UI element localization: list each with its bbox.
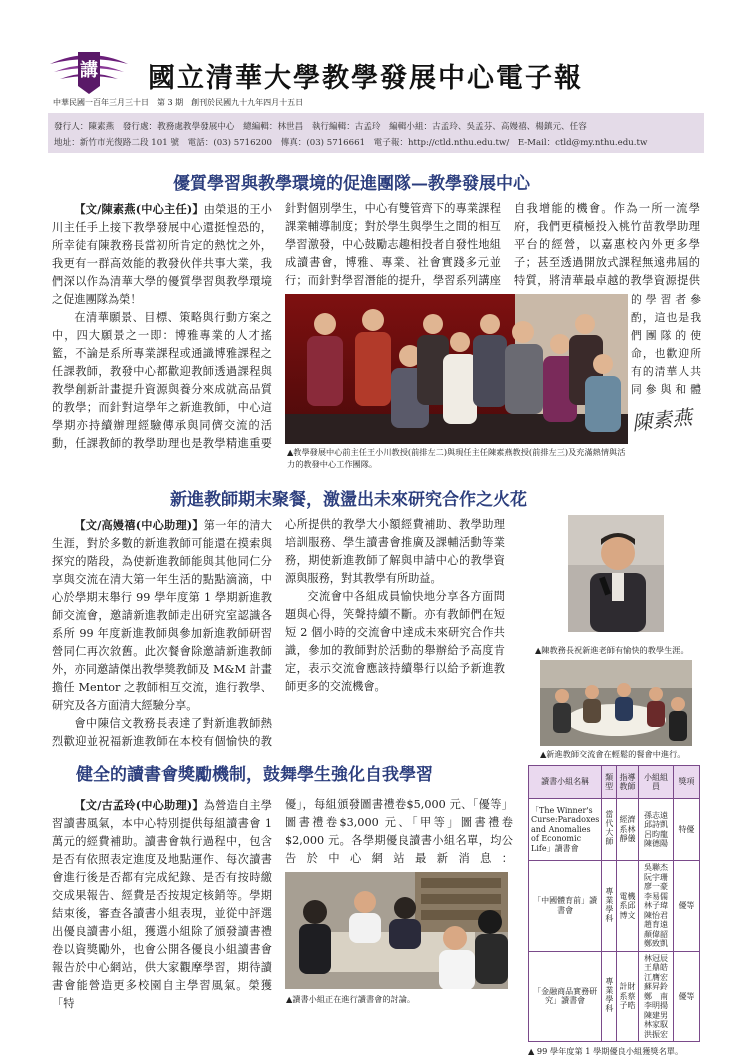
staff-line: 發行人：陳素燕 發行處：教務處教學發展中心 總編輯：林世昌 執行編輯：古孟玲 編輯小組：古孟玲、吳孟芬、高嫚禧、楊鎮元、任容 [54, 122, 587, 132]
award-table-caption: ▲ 99 學年度第 1 學期優良小組獲獎名單。 [528, 1046, 684, 1056]
table-header-row [529, 766, 700, 799]
article2-col1 [52, 516, 272, 748]
table-header: 讀書小組名稱 [529, 766, 602, 799]
table-header: 類型 [602, 766, 617, 799]
director-signature: 陳素燕 [631, 404, 694, 436]
teacher-cell: 計財系蔡子晧 [616, 951, 638, 1042]
article1-para: 自我增能的機會。作為一所一流學府，我們更積極投入桃竹苗教學助理平台的經營，以嘉惠校內外更多學子；甚至透過開放式課程無遠弗屆的特質，將清華最卓越的教學資源提供 [514, 202, 700, 287]
article1-para: 在清華願景、目標、策略與行動方案之中，四大願景之一即：博雅專業的人才搖籃，不論是系所專業課程或通識博雅課程之任課教師，教發中心都歡迎教師透過課程與教學創新計畫提升資源與養分來成就高品質的教學；而針對這學年之新進教師，中心這學期亦持續辦理經驗傳承與同儕交流的活動，任課教師的教學助理也是教學精進重要 [52, 311, 272, 450]
award-cell: 優等 [673, 951, 699, 1042]
members-cell: 林冠辰 王鼎皓 江膺宏 蘇昇鈴 鄭 南 李明揚 陳建男 林家馭 洪振宏 [639, 951, 674, 1042]
team-photo [285, 294, 628, 444]
dean-photo [568, 515, 664, 632]
article1-col2 [285, 200, 501, 290]
issue-line: 中華民國一百年三月三十日 第 3 期 創刊於民國九十九年四月十五日 [53, 98, 304, 107]
teacher-cell: 電機系邱博文 [616, 861, 638, 952]
staff-bar [48, 113, 704, 153]
article3-para: 優」，每組頒發圖書禮卷$5,000 元、「優等」圖書禮卷$3,000 元、「甲等」圖書禮卷$2,000 元。各學期優良讀書小組名單，均公告於中心網站最新消息： [285, 798, 513, 865]
teacher-cell: 經濟系林靜儀 [616, 799, 638, 861]
members-cell: 吳聯杰 阮宇珊 廖一豪 李易儒 林子瑋 陳怡君 趙育遠 顏偉韶 鄭致凱 [639, 861, 674, 952]
dinner-photo [540, 660, 692, 746]
article1-headline: 優質學習與教學環境的促進團隊—教學發展中心 [173, 174, 530, 194]
award-cell: 特優 [673, 799, 699, 861]
table-row [529, 951, 700, 1042]
award-cell: 優等 [673, 861, 699, 952]
article2-para: 心所提供的教學大小額經費補助、教學助理培訓服務、學生讀書會推廣及課輔活動等業務，期使新進教師了解與申請中心的教學資源與服務，對其教學有所助益。 [285, 518, 505, 585]
members-cell: 孫志遠 邱詩凱 呂昀龍 陳德陽 [639, 799, 674, 861]
article3-col2 [285, 796, 513, 868]
article1-para: 針對個別學生，中心有雙管齊下的專業課程課業輔導制度；對於學生與學生之間的相互學習激發，中心鼓勵志趣相投者自發性地組成讀書會，博雅、專業、社會實踐多元並行；而針對學習潛能的提升，學習系列講座 [285, 202, 501, 287]
article2-byline: 【文/高嫚禧(中心助理)】 [74, 518, 204, 532]
article1-col3 [514, 200, 700, 290]
masthead-title: 國立清華大學教學發展中心電子報 [148, 63, 583, 94]
contact-line: 地址：新竹市光復路二段 101 號 電話：(03) 5716200 傳真：(03) 5716661 電子報：http://ctld.nthu.edu.tw/ E-Mail：ctld@my.nthu.edu.tw [54, 138, 648, 148]
article2-para: 交流會中各組成員愉快地分享各方面問題與心得，笑聲持續不斷。亦有教師們在短短 2 個小時的交流會中達成未來研究合作共識，參加的教師對於活動的舉辦給予高度肯定，表示交流會應該持續舉行以給予新進教師更多的交流機會。 [285, 590, 505, 693]
table-row [529, 799, 700, 861]
article1-caption: ▲教學發展中心前主任王小川教授(前排左二)與現任主任陳素燕教授(前排左三)及充滿熱情與活力的教發中心工作團隊。 [287, 447, 626, 469]
article2-caption2: ▲新進教師交流會在輕鬆的餐會中進行。 [540, 749, 686, 759]
article2-col2 [285, 516, 505, 702]
group-name-cell: 「金融商品實務研究」讀書會 [529, 951, 602, 1042]
article1-col1 [52, 200, 272, 454]
group-name-cell: 「中國體育前」讀書會 [529, 861, 602, 952]
article1-byline: 【文/陳素燕(中心主任)】 [74, 202, 204, 216]
table-header: 指導教師 [616, 766, 638, 799]
award-table-container [528, 765, 700, 1057]
type-cell: 專業學科 [602, 951, 617, 1042]
award-table [528, 765, 700, 1042]
article3-byline: 【文/古孟玲(中心助理)】 [74, 798, 204, 812]
group-name-cell: 「The Winner's Curse:Paradoxes and Anomalies of Economic Life」讀書會 [529, 799, 602, 861]
article1-col3-tail [631, 291, 701, 401]
article2-para: 第一年的清大生涯，對於多數的新進教師可能還在摸索與探究的階段，為使新進教師能與其他同仁分享與交流在清大第一年生活的點點滴滴，中心於學期末舉行 99 學年度第 1 學期新進教師交流會，邀請新進教師走出研究室認識各系所 99 年度新進教師與參加新進教師研習營同仁再次敘舊。此次餐會除邀請新進教師外，亦同邀請傑出教學獎教師及 M&M 計畫擔任 Mentor 之教師相互交流，進行教學、研究及各方面清大經驗分享。 [52, 519, 272, 712]
article3-headline: 健全的讀書會獎勵機制，鼓舞學生強化自我學習 [76, 765, 433, 785]
svg-text:講: 講 [80, 60, 98, 81]
table-header: 小組組員 [639, 766, 674, 799]
article1-para: 的學習者參酌，這也是我們團隊的使命，也歡迎所有的清華人共同參與和體 [631, 293, 701, 396]
type-cell: 專業學科 [602, 861, 617, 952]
article3-photo-caption: ▲讀書小組正在進行讀書會的討論。 [286, 994, 416, 1004]
article1-para: 由榮退的王小川主任手上接下教學發展中心還挺惶恐的，所幸徒有陳教務長當初所肯定的熱忱之外，我更有一群高效能的教發伙伴共事大業，我們深以作為清華大學的優質學習與教學環境之促進團隊為榮！ [52, 203, 272, 306]
table-row [529, 861, 700, 952]
article3-col1 [52, 796, 272, 1016]
article3-para: 為營造自主學習讀書風氣，本中心特別提供每組讀書會 1 萬元的經費補助。讀書會執行過程中，包含是否有依照表定進度及地點運作、每次讀書會進行後是否都有完成紀錄、是否有按時繳交成果報告、經費是否按規定核銷等。學期結束後，審查各讀書小組表現，並從中評選出優良讀書小組，獲選小組除了頒發讀書禮卷以資獎勵外，也會公開各優良小組讀書會報告於中心網站，供大家觀摩學習，期待讀書會能營造更多校園自主學習風氣。榮獲「特 [52, 799, 272, 1010]
article2-headline: 新進教師期末聚餐，激盪出未來研究合作之火花 [170, 490, 527, 510]
table-header: 獎項 [673, 766, 699, 799]
article2-para: 會中陳信文教務長表達了對新進教師熱烈歡迎並祝福新進教師在本校有個愉快的教 [52, 717, 272, 748]
ctld-logo-icon [48, 46, 130, 96]
type-cell: 當代大師 [602, 799, 617, 861]
reading-group-photo [285, 872, 508, 989]
article2-caption1: ▲陳教務長祝新進老師有愉快的教學生涯。 [535, 645, 689, 655]
